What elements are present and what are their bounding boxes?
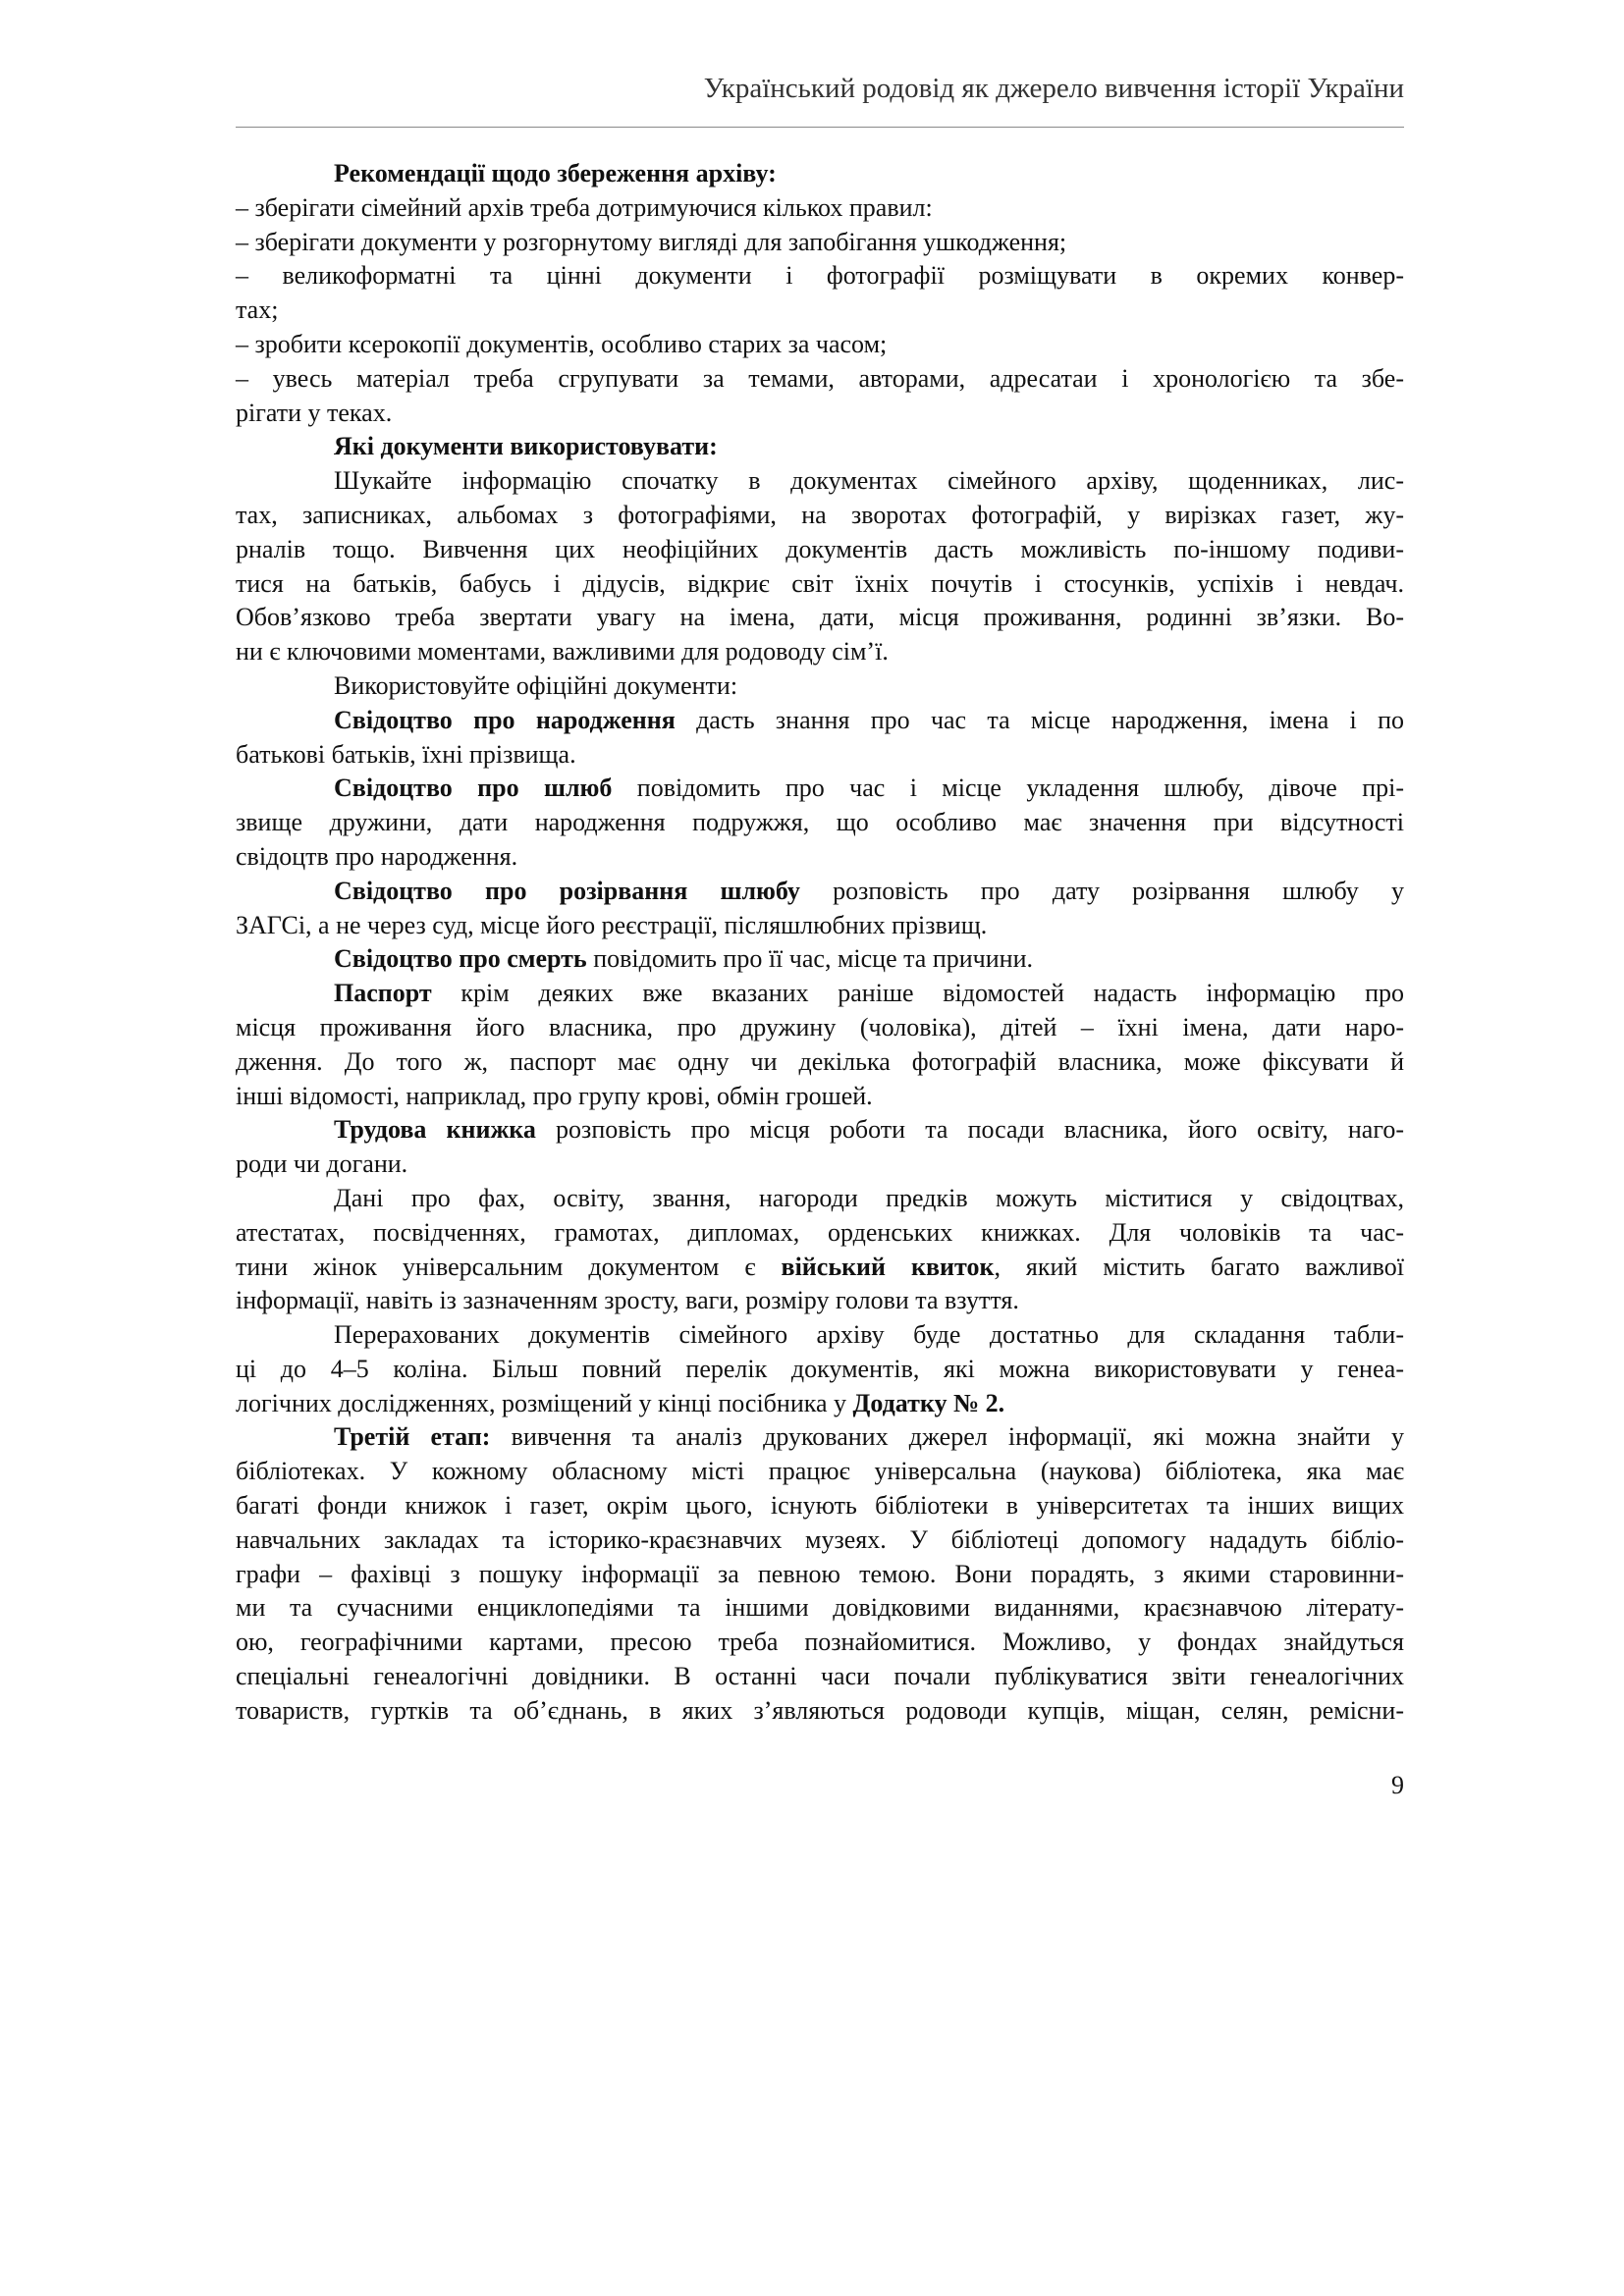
text-line [236, 1011, 1404, 1045]
page-body [236, 157, 1404, 1729]
line-text: Використовуйте офіційні документи: [334, 670, 738, 700]
line-text: інші відомості, наприклад, про групу крові, обмін грошей. [236, 1081, 873, 1110]
text-line [236, 1558, 1404, 1592]
text-line [236, 909, 1404, 943]
line-text: крім деяких вже вказаних раніше відомостей надасть інформацію про [431, 979, 1404, 1008]
line-text: навчальних закладах та історико-краєзнавчих музеях. У бібліотеці допомогу нададуть бібліо- [236, 1524, 1404, 1554]
line-text: ою, географічними картами, пресою треба познайомитися. Можливо, у фондах знайдуться [236, 1628, 1404, 1657]
header-rule [236, 127, 1404, 128]
text-line [236, 1523, 1404, 1558]
bold-term: війський квиток [781, 1252, 995, 1281]
line-text: графи – фахівці з пошуку інформації за певною темою. Вони порадять, з якими старовинни- [236, 1559, 1404, 1588]
line-text: – зберігати документи у розгорнутому вигляді для запобігання ушкодження; [236, 227, 1067, 256]
text-line [236, 1318, 1404, 1353]
text-line [236, 942, 1404, 977]
text-line [236, 1660, 1404, 1694]
line-text: розповість про дату розірвання шлюбу у [799, 876, 1404, 905]
line-text: – зробити ксерокопії документів, особливо старих за часом; [236, 329, 888, 358]
text-line [236, 1148, 1404, 1182]
line-text: логічних дослідженнях, розміщений у кінці посібника у [236, 1388, 853, 1417]
text-line [236, 977, 1404, 1011]
line-text: спеціальні генеалогічні довідники. В останні часи почали публікуватися звіти генеалогічних [236, 1662, 1404, 1691]
text-line [236, 1420, 1404, 1455]
bold-term: Рекомендації щодо збереження архіву: [334, 159, 777, 187]
text-line [236, 226, 1404, 260]
bold-term: Свідоцтво про шлюб [334, 774, 613, 803]
bold-term: Які документи використовувати: [334, 432, 718, 461]
text-line [236, 533, 1404, 567]
line-text: вивчення та аналіз друкованих джерел інформації, які можна знайти у [490, 1422, 1404, 1452]
text-line [236, 1353, 1404, 1387]
line-text: свідоцтв про народження. [236, 841, 518, 871]
line-text: місця проживання його власника, про дружину (чоловіка), дітей – їхні імена, дати наро- [236, 1012, 1404, 1041]
bold-term: Свідоцтво про смерть [334, 944, 587, 974]
text-line [236, 294, 1404, 328]
text-line [236, 1591, 1404, 1626]
text-line [236, 157, 1404, 191]
line-text: рналів тощо. Вивчення цих неофіційних документів дасть можливість по-іншому подиви- [236, 534, 1404, 563]
text-line [236, 191, 1404, 226]
bold-term: Паспорт [334, 979, 432, 1008]
text-line [236, 1251, 1404, 1285]
text-line [236, 1182, 1404, 1216]
bold-term: Свідоцтво про народження [334, 705, 676, 734]
bold-term: Додатку № 2. [852, 1388, 1005, 1417]
text-line [236, 806, 1404, 840]
text-line [236, 499, 1404, 533]
text-line [236, 1216, 1404, 1251]
text-line [236, 1694, 1404, 1729]
line-text: – зберігати сімейний архів треба дотримуючися кількох правил: [236, 192, 933, 222]
text-line [236, 1080, 1404, 1114]
line-text: повідомить про її час, місце та причини. [586, 944, 1033, 974]
line-text: Шукайте інформацію спочатку в документах сімейного архіву, щоденниках, лис- [334, 466, 1404, 496]
line-text: батькові батьків, їхні прізвища. [236, 739, 576, 769]
line-text: – увесь матеріал треба сгрупувати за темами, авторами, адресатаи і хронологією та збе- [236, 363, 1404, 393]
text-line [236, 567, 1404, 602]
line-text: – великоформатні та цінні документи і фотографії розміщувати в окремих конвер- [236, 261, 1404, 291]
line-text: тини жінок універсальним документом є [236, 1252, 782, 1281]
line-text: повідомить про час і місце укладення шлюбу, дівоче прі- [612, 774, 1405, 803]
text-line [236, 397, 1404, 431]
line-text: багаті фонди книжок і газет, окрім цього, існують бібліотеки в університетах та інших вищих [236, 1491, 1404, 1521]
text-line [236, 601, 1404, 635]
text-line [236, 1455, 1404, 1489]
line-text: тися на батьків, бабусь і дідусів, відкриє світ їхніх почутів і стосунків, успіхів і невдач. [236, 568, 1404, 598]
text-line [236, 1045, 1404, 1080]
text-line [236, 1113, 1404, 1148]
line-text: інформації, навіть із зазначенням зросту, ваги, розміру голови та взуття. [236, 1286, 1019, 1315]
text-line [236, 1489, 1404, 1523]
text-line [236, 635, 1404, 669]
line-text: ці до 4–5 коліна. Більш повний перелік документів, які можна використовувати у генеа- [236, 1354, 1404, 1383]
line-text: тах; [236, 295, 279, 325]
line-text: бібліотеках. У кожному обласному місті працює універсальна (наукова) бібліотека, яка має [236, 1457, 1404, 1486]
bold-term: Третій етап: [334, 1422, 491, 1452]
text-line [236, 669, 1404, 704]
line-text: ни є ключовими моментами, важливими для родоводу сім’ї. [236, 637, 889, 667]
line-text: рігати у теках. [236, 398, 393, 427]
text-line [236, 1284, 1404, 1318]
text-line [236, 430, 1404, 464]
text-line [236, 840, 1404, 875]
line-text: Перерахованих документів сімейного архіву буде достатньо для складання табли- [334, 1320, 1404, 1350]
line-text: звище дружини, дати народження подружжя, що особливо має значення при відсутності [236, 808, 1404, 837]
line-text: дження. До того ж, паспорт має одну чи декілька фотографій власника, може фіксувати й [236, 1046, 1404, 1076]
text-line [236, 875, 1404, 909]
page-number: 9 [1391, 1771, 1404, 1799]
text-line [236, 738, 1404, 773]
text-line [236, 1626, 1404, 1660]
running-header: Український родовід як джерело вивчення історії України [703, 73, 1404, 104]
bold-term: Свідоцтво про розірвання шлюбу [334, 876, 800, 905]
line-text: тах, записниках, альбомах з фотографіями, на зворотах фотографій, у вирізках газет, жу- [236, 500, 1404, 529]
line-text: розповість про місця роботи та посади власника, його освіту, наго- [535, 1115, 1404, 1145]
text-line [236, 259, 1404, 294]
bold-term: Трудова книжка [334, 1115, 536, 1145]
line-text: Обов’язково треба звертати увагу на імена, дати, місця проживання, родинні зв’язки. Во- [236, 603, 1404, 632]
line-text: Дані про фах, освіту, звання, нагороди предків можуть міститися у свідоцтвах, [334, 1183, 1404, 1212]
text-line [236, 772, 1404, 806]
text-line [236, 464, 1404, 499]
text-line [236, 328, 1404, 362]
text-line [236, 1387, 1404, 1421]
line-text: ЗАГСі, а не через суд, місце його реєстрації, післяшлюбних прізвищ. [236, 910, 988, 939]
text-line [236, 362, 1404, 397]
line-text: роди чи догани. [236, 1149, 408, 1179]
line-text: ми та сучасними енциклопедіями та іншими довідковими виданнями, краєзнавчою літерату- [236, 1593, 1404, 1623]
line-text: дасть знання про час та місце народження, імена і по [675, 705, 1404, 734]
line-text-tail: , який містить багато важливої [994, 1252, 1405, 1281]
text-line [236, 704, 1404, 738]
line-text: атестатах, посвідченнях, грамотах, дипломах, орденських книжках. Для чоловіків та час- [236, 1217, 1404, 1247]
line-text: товариств, гуртків та об’єднань, в яких з’являються родоводи купців, міщан, селян, ремісни- [236, 1695, 1404, 1725]
